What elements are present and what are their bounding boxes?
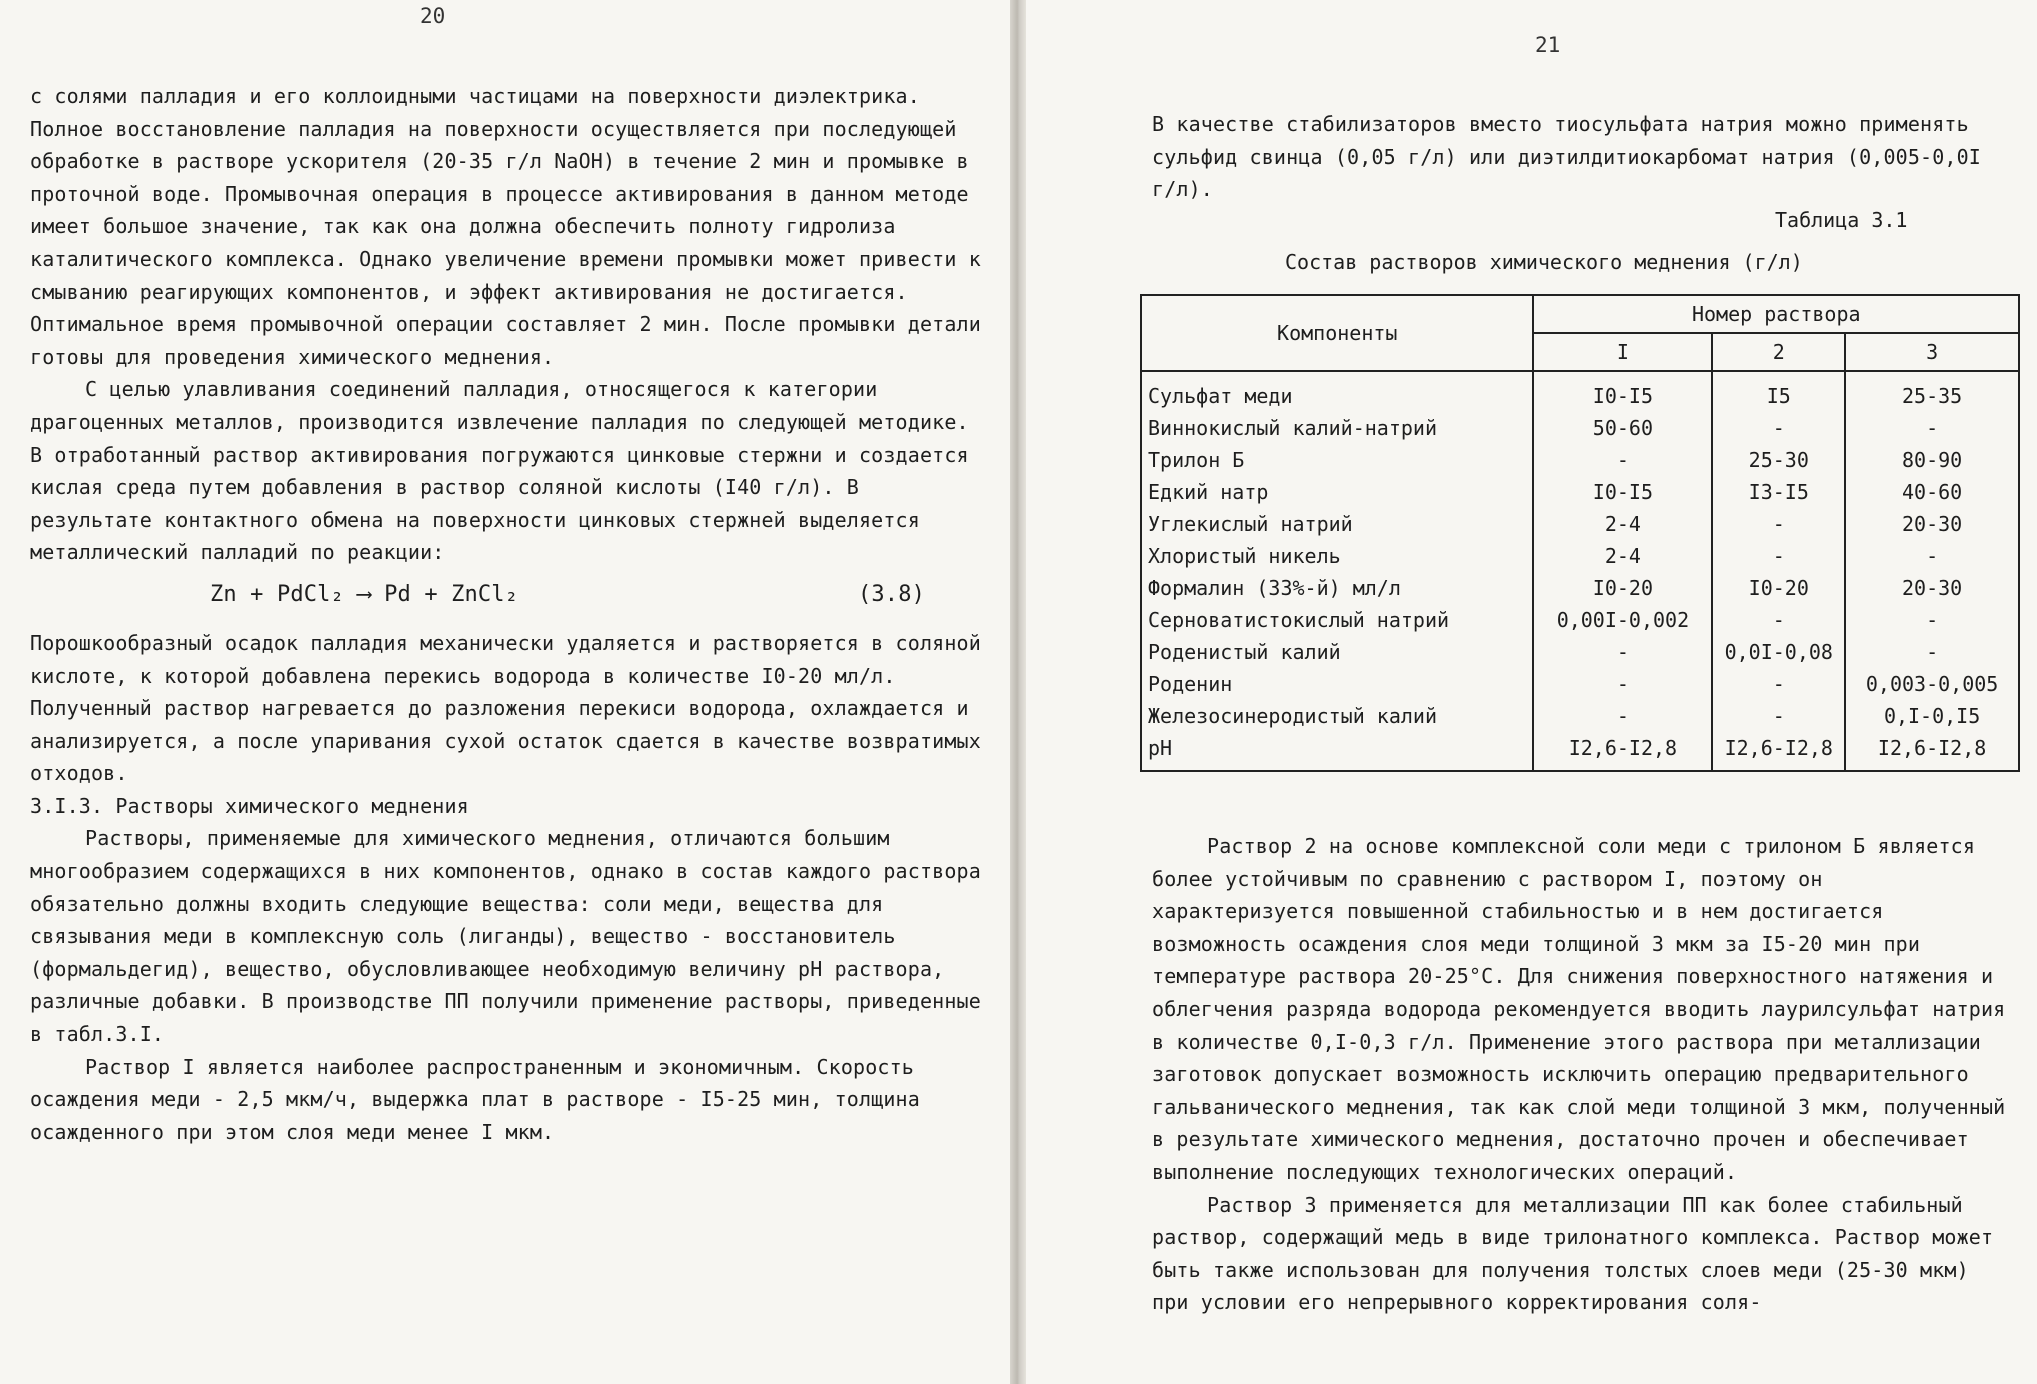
column-header-solution-number: Номер раствора [1533,295,2019,333]
table-cell: - [1845,540,2019,572]
paragraph: Раствор 3 применяется для металлизации ПП как более стабильный раствор, содержащий медь в виде трилонатного комплекса. Раствор может быть также использован для получения толстых слоев меди (25-30 мкм) при условии его непрерывного корректирования соля- [1152,1192,2006,1315]
table-cell: 20-30 [1845,508,2019,540]
table-cell: 0,0I-0,08 [1712,636,1845,668]
table-caption: Таблица 3.1 [1775,208,1908,232]
table-cell: - [1712,700,1845,732]
paragraph: Растворы, применяемые для химического меднения, отличаются большим многообразием содержащихся в них компонентов, однако в состав каждого раствора обязательно должны входить следующие вещества: соли меди, вещества для связывания меди в комплексную соль (лиганды), вещество - восстановитель (формальдегид), вещество, обусловливающее необходимую величину pH раствора, различные добавки. В производстве ПП получили применение растворы, приведенные в табл.3.I. [30,826,994,1047]
table-row [1141,604,2019,636]
solutions-table [1140,294,2020,772]
component-name: pH [1141,732,1533,771]
book-gutter [1010,0,1026,1384]
page-number: 20 [420,4,446,28]
paragraph: С целью улавливания соединений палладия, относящегося к категории драгоценных металлов, производится извлечение палладия по следующей методике. В отработанный раствор активирования погружаются цинковые стержни и создается кислая среда путем добавления в раствор соляной кислоты (I40 г/л). В результате контактного обмена на поверхности цинковых стержней выделяется металлический палладий по реакции: [30,377,981,565]
table-row [1141,668,2019,700]
table-row [1141,636,2019,668]
right-page-text [1152,830,2018,1319]
table-cell: I2,6-I2,8 [1712,732,1845,771]
reaction-equation [30,579,985,615]
table-cell: 25-30 [1712,444,1845,476]
table-row [1141,540,2019,572]
component-name: Серноватистокислый натрий [1141,604,1533,636]
component-name: Виннокислый калий-натрий [1141,412,1533,444]
table-cell: I2,6-I2,8 [1845,732,2019,771]
component-name: Хлористый никель [1141,540,1533,572]
table-cell: 50-60 [1533,412,1712,444]
table-cell: - [1712,604,1845,636]
table-row [1141,444,2019,476]
component-name: Роденистый калий [1141,636,1533,668]
table-cell: 40-60 [1845,476,2019,508]
table-cell: I2,6-I2,8 [1533,732,1712,771]
table-cell: - [1533,668,1712,700]
table-cell: - [1712,508,1845,540]
table-row [1141,572,2019,604]
table-row [1141,700,2019,732]
table-cell: - [1533,700,1712,732]
component-name: Роденин [1141,668,1533,700]
left-page-text [30,80,994,1148]
table-cell: - [1845,412,2019,444]
right-page-intro [1152,108,2012,206]
equation-formula: Zn + PdCl₂ ⟶ Pd + ZnCl₂ [210,581,519,607]
column-header-solution-1: I [1533,333,1712,371]
component-name: Формалин (33%-й) мл/л [1141,572,1533,604]
table-header-row [1141,295,2019,333]
column-header-components: Компоненты [1141,295,1533,371]
page-number: 21 [1535,33,1561,57]
table-row [1141,476,2019,508]
column-header-solution-2: 2 [1712,333,1845,371]
table-cell: I0-I5 [1533,476,1712,508]
paragraph: Раствор 2 на основе комплексной соли меди с трилоном Б является более устойчивым по сравнению с раствором I, поэтому он характеризуется повышенной стабильностью и в нем достигается возможность осаждения слоя меди толщиной 3 мкм за I5-20 мин при температуре раствора 20-25°С. Для снижения поверхностного натяжения и облегчения разряда водорода рекомендуется вводить лаурилсульфат натрия в количестве 0,I-0,3 г/л. Применение этого раствора при металлизации заготовок допускает возможность исключить операцию предварительного гальванического меднения, так как слой меди толщиной 3 мкм, полученный в результате химического меднения, достаточно прочен и обеспечивает выполнение последующих технологических операций. [1152,834,2018,1184]
table-cell: - [1533,636,1712,668]
table-cell: - [1712,668,1845,700]
paragraph: с солями палладия и его коллоидными частицами на поверхности диэлектрика. Полное восстановление палладия на поверхности осуществляется при последующей обработке в растворе ускорителя (20-35 г/л NaOH) в течение 2 мин и промывке в проточной воде. Промывочная операция в процессе активирования в данном методе имеет большое значение, так как она должна обеспечить полноту гидролиза каталитического комплекса. Однако увеличение времени промывки может привести к смыванию реагирующих компонентов, и эффект активирования не достигается. Оптимальное время промывочной операции составляет 2 мин. После промывки детали готовы для проведения химического меднения. [30,84,994,369]
paragraph: Порошкообразный осадок палладия механически удаляется и растворяется в соляной кислоте, к которой добавлена перекись водорода в количестве I0-20 мл/л. Полученный раствор нагревается до разложения перекиси водорода, охлаждается и анализируется, а после упаривания сухой остаток сдается в качестве возвратимых отходов. [30,630,994,786]
component-name: Сульфат меди [1141,371,1533,412]
table-cell: 0,00I-0,002 [1533,604,1712,636]
table-cell: - [1712,540,1845,572]
table-title: Состав растворов химического меднения (г/л) [1285,250,1803,274]
table-cell: I0-20 [1533,572,1712,604]
table-cell: - [1712,412,1845,444]
table-row [1141,371,2019,412]
table-cell: - [1533,444,1712,476]
table-cell: - [1845,636,2019,668]
component-name: Железосинеродистый калий [1141,700,1533,732]
table-cell: 0,003-0,005 [1845,668,2019,700]
left-page [0,0,1010,1384]
component-name: Углекислый натрий [1141,508,1533,540]
paragraph: Раствор I является наиболее распространенным и экономичным. Скорость осаждения меди - 2,5 мкм/ч, выдержка плат в растворе - I5-25 мин, толщина осажденного при этом слоя меди менее I мкм. [30,1054,933,1144]
column-header-solution-3: 3 [1845,333,2019,371]
component-name: Трилон Б [1141,444,1533,476]
table-cell: 80-90 [1845,444,2019,476]
section-heading: 3.I.3. Растворы химического меднения [30,793,469,818]
table-cell: 25-35 [1845,371,2019,412]
component-name: Едкий натр [1141,476,1533,508]
table-cell: I0-I5 [1533,371,1712,412]
table-cell: I0-20 [1712,572,1845,604]
table-row [1141,732,2019,771]
table-cell: 20-30 [1845,572,2019,604]
table-cell: I3-I5 [1712,476,1845,508]
paragraph: В качестве стабилизаторов вместо тиосульфата натрия можно применять сульфид свинца (0,05 г/л) или диэтилдитиокарбомат натрия (0,005-0,0I г/л). [1152,112,1994,202]
table-cell: I5 [1712,371,1845,412]
table-cell: 2-4 [1533,508,1712,540]
table-cell: - [1845,604,2019,636]
table-cell: 0,I-0,I5 [1845,700,2019,732]
table-cell: 2-4 [1533,540,1712,572]
table-row [1141,412,2019,444]
equation-number: (3.8) [858,581,925,607]
table-row [1141,508,2019,540]
